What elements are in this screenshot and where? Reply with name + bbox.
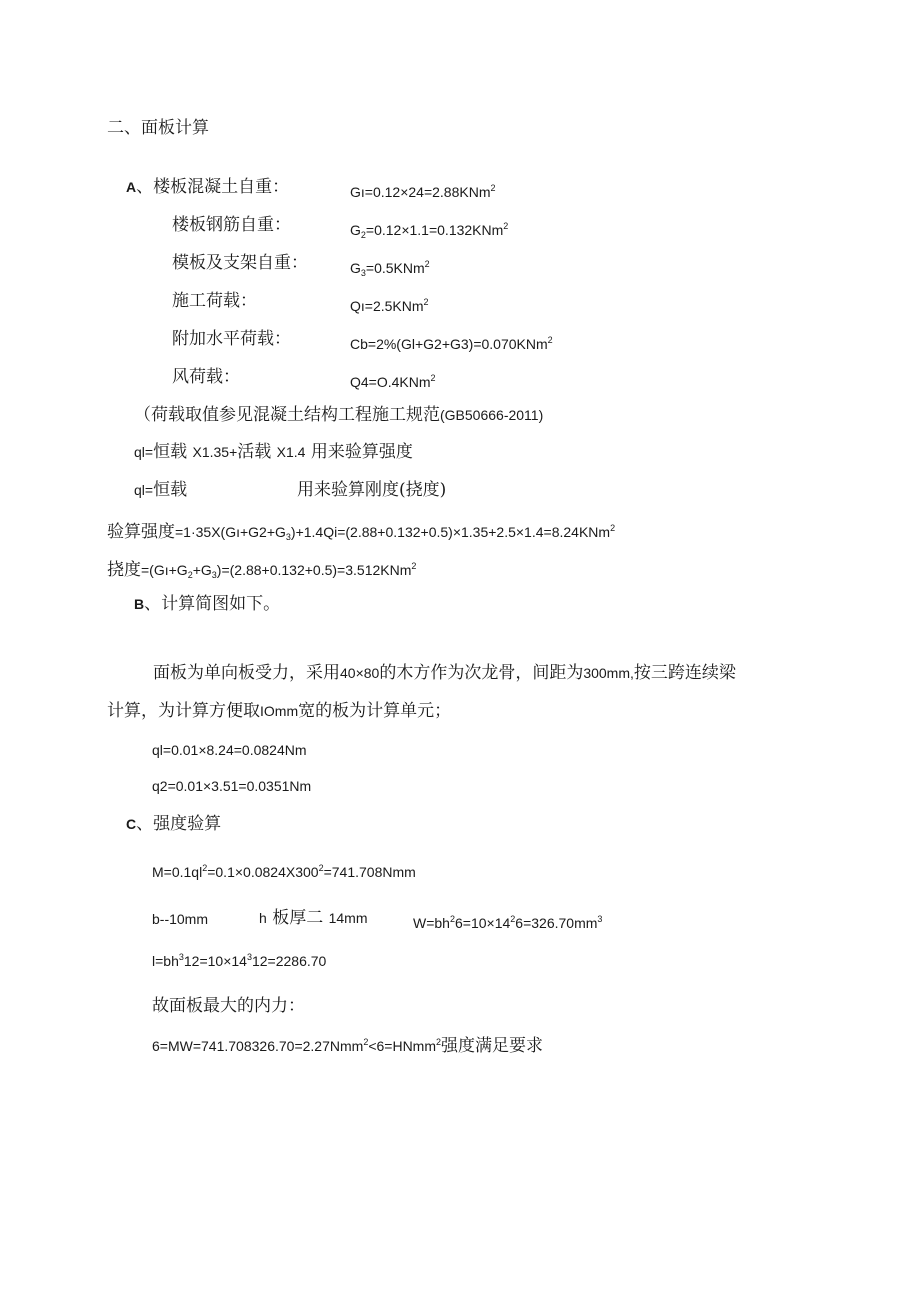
ql-strength-line: ql=恒载 X1.35+活载 X1.4 用来验算强度 [134, 442, 413, 462]
section-a-heading [126, 176, 289, 198]
ql-deflection-line: ql=恒载 [134, 480, 188, 500]
q2-line: q2=0.01×3.51=0.0351Nm [152, 778, 312, 794]
section-title: 二、面板计算 [107, 118, 209, 138]
paragraph-line-1: 面板为单向板受力，采用40×80的木方作为次龙骨，间距为300mm,按三跨连续梁 [153, 663, 736, 683]
load-value-horizontal: Cb=2%(Gl+G2+G3)=0.070KNm$^2$ [350, 335, 553, 352]
deflection-equation: 挠度$=(Gı+G_2+G_3)=(2.88+0.132+0.5)=3.512KNm^2$ [107, 560, 417, 580]
moment-of-inertia: $l=bh^312=10\times 14^312=2286.70$ [152, 952, 327, 969]
max-force-label: 故面板最大的内力： [152, 996, 305, 1016]
load-value-formwork: $G_3=0.5KNm^2$ [350, 259, 430, 278]
q1-line: ql=0.01×8.24=0.0824Nm [152, 742, 307, 758]
section-a-sep: 、 [136, 177, 154, 197]
load-reference-note: （荷载取值参见混凝土结构工程施工规范(GB50666-2011) [134, 405, 544, 425]
section-c-heading: C、强度验算 [126, 814, 222, 834]
strength-equation: 验算强度$=1\cdot 35X(Gı+G2+G_3)+1.4Qi=(2.88+0.132+0.5)\times 1.35+2.5\times 1.4=8.24KNm^2$ [107, 522, 616, 542]
section-a-value: Gı=0.12×24=2.88KNm$^2$ [350, 183, 496, 200]
section-a-label: 楼板混凝土自重： [153, 177, 290, 197]
load-value-construction: Qı=2.5KNm$^2$ [350, 297, 429, 314]
ql-deflection-purpose: 用来验算刚度(挠度) [297, 480, 447, 500]
stress-check: 6=MW=741.708326.70=2.27Nmm$^2$<6=HNmm$^2$强度满足要求 [152, 1036, 544, 1056]
dim-b: b--10mm [152, 911, 209, 927]
section-a-marker: A [126, 179, 137, 195]
section-b-heading: B、计算简图如下。 [134, 594, 281, 614]
paragraph-line-2: 计算，为计算方便取IOmm宽的板为计算单元； [107, 701, 452, 721]
dim-h: h 板厚二 14mm [259, 908, 368, 928]
load-value-wind: Q4=O.4KNm$^2$ [350, 373, 436, 390]
load-label-horizontal: 附加水平荷载： [172, 329, 291, 349]
load-value-steel: $G_2=0.12\times 1.1=0.132KNm^2$ [350, 221, 509, 240]
moment-equation: $M=0.1ql^2=0.1\times 0.0824X300^2=741.708Nmm$ [152, 863, 416, 880]
load-label-steel: 楼板钢筋自重： [172, 215, 291, 235]
section-modulus: $W=bh^26=10\times 14^26=326.70mm^3$ [413, 914, 603, 931]
load-label-construction: 施工荷载： [172, 291, 257, 311]
load-label-wind: 风荷载： [172, 367, 240, 387]
load-label-formwork: 模板及支架自重： [172, 253, 308, 273]
